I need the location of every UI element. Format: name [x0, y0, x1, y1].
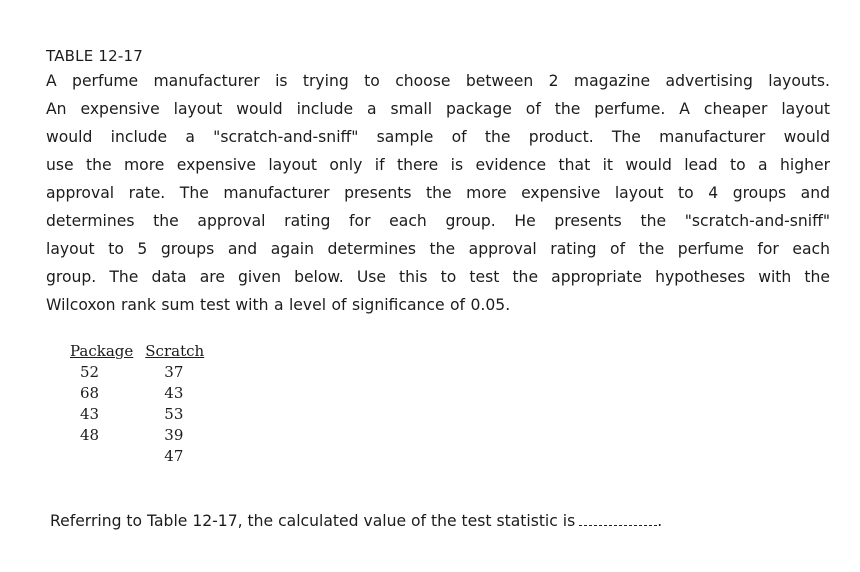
problem-paragraph: [46, 67, 830, 319]
scratch-cell: 47: [164, 447, 184, 465]
paragraph-line: layout to 5 groups and again determines the approval rating of the perfume for each: [46, 240, 830, 258]
package-header: Package: [70, 342, 134, 360]
table-title: TABLE 12-17: [46, 47, 143, 65]
table-row: [66, 446, 212, 467]
answer-blank: [579, 511, 657, 526]
package-cell: 43: [80, 405, 100, 423]
question-text: [50, 511, 662, 530]
paragraph-line: Wilcoxon rank sum test with a level of significance of 0.05.: [46, 296, 511, 314]
paragraph-line: would include a "scratch-and-sniff" sample of the product. The manufacturer would: [46, 128, 830, 146]
table-row: [66, 404, 212, 425]
paragraph-line: group. The data are given below. Use this to test the appropriate hypotheses with the: [46, 268, 830, 286]
package-cell: 48: [80, 426, 100, 444]
question-end: .: [657, 512, 663, 530]
table-header-row: [66, 341, 212, 362]
package-cell: 52: [80, 363, 100, 381]
scratch-cell: 43: [164, 384, 184, 402]
table-row: [66, 383, 212, 404]
paragraph-line: determines the approval rating for each group. He presents the "scratch-and-sniff": [46, 212, 830, 230]
paragraph-line: use the more expensive layout only if there is evidence that it would lead to a higher: [46, 156, 830, 174]
question-prompt: Referring to Table 12-17, the calculated value of the test statistic is: [50, 512, 576, 530]
paragraph-line: approval rate. The manufacturer presents the more expensive layout to 4 groups and: [46, 184, 830, 202]
package-cell: [66, 446, 141, 467]
paragraph-line: An expensive layout would include a small package of the perfume. A cheaper layout: [46, 100, 830, 118]
scratch-header: Scratch: [145, 342, 205, 360]
scratch-cell: 37: [164, 363, 184, 381]
paragraph-line: A perfume manufacturer is trying to choose between 2 magazine advertising layouts.: [46, 72, 830, 90]
table-row: [66, 362, 212, 383]
scratch-cell: 39: [164, 426, 184, 444]
package-cell: 68: [80, 384, 100, 402]
data-table: [66, 341, 212, 467]
table-row: [66, 425, 212, 446]
scratch-cell: 53: [164, 405, 184, 423]
